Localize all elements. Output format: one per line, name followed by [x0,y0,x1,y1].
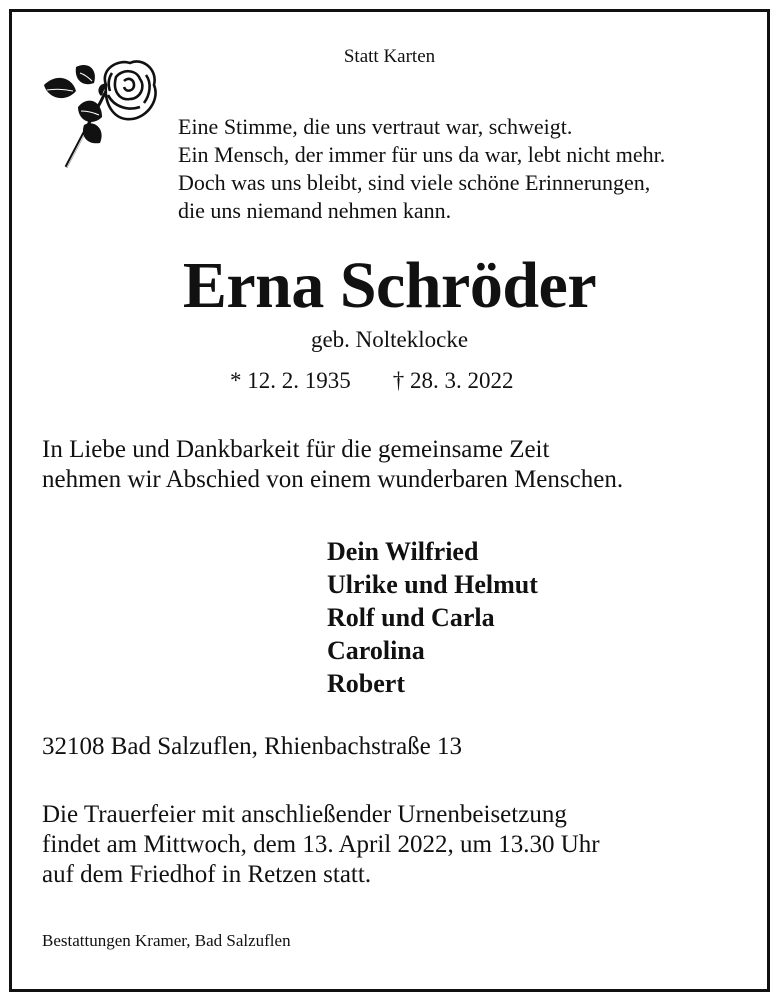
family-member: Robert [327,669,405,698]
gratitude-text [42,435,623,495]
poem-line: Eine Stimme, die uns vertraut war, schweigt. [178,114,573,139]
family-address: 32108 Bad Salzuflen, Rhienbachstraße 13 [42,733,463,760]
header-text: Statt Karten [343,46,436,67]
poem-line: Ein Mensch, der immer für uns da war, lebt nicht mehr. [178,142,666,167]
poem [178,113,665,225]
family-list [327,535,538,700]
undertaker-credit: Bestattungen Kramer, Bad Salzuflen [42,931,291,950]
family-member: Carolina [327,636,425,665]
birth-date: * 12. 2. 1935 [230,368,351,393]
ceremony-details [42,800,600,890]
poem-line: die uns niemand nehmen kann. [178,198,452,223]
birth-name: geb. Nolteklocke [310,327,469,352]
family-member: Ulrike und Helmut [327,570,538,599]
deceased-name: Erna Schröder [182,249,597,322]
gratitude-line: nehmen wir Abschied von einem wunderbaren Menschen. [42,466,624,493]
family-member: Rolf und Carla [327,603,495,632]
family-member: Dein Wilfried [327,537,479,566]
death-date: † 28. 3. 2022 [392,368,514,393]
gratitude-line: In Liebe und Dankbarkeit für die gemeinsame Zeit [42,436,550,463]
life-dates [230,368,514,394]
ceremony-line: auf dem Friedhof in Retzen statt. [42,861,372,888]
poem-line: Doch was uns bleibt, sind viele schöne Erinnerungen, [178,170,651,195]
ceremony-line: Die Trauerfeier mit anschließender Urnenbeisetzung [42,801,567,828]
ceremony-line: findet am Mittwoch, dem 13. April 2022, um 13.30 Uhr [42,831,600,858]
rose-icon [36,55,161,175]
